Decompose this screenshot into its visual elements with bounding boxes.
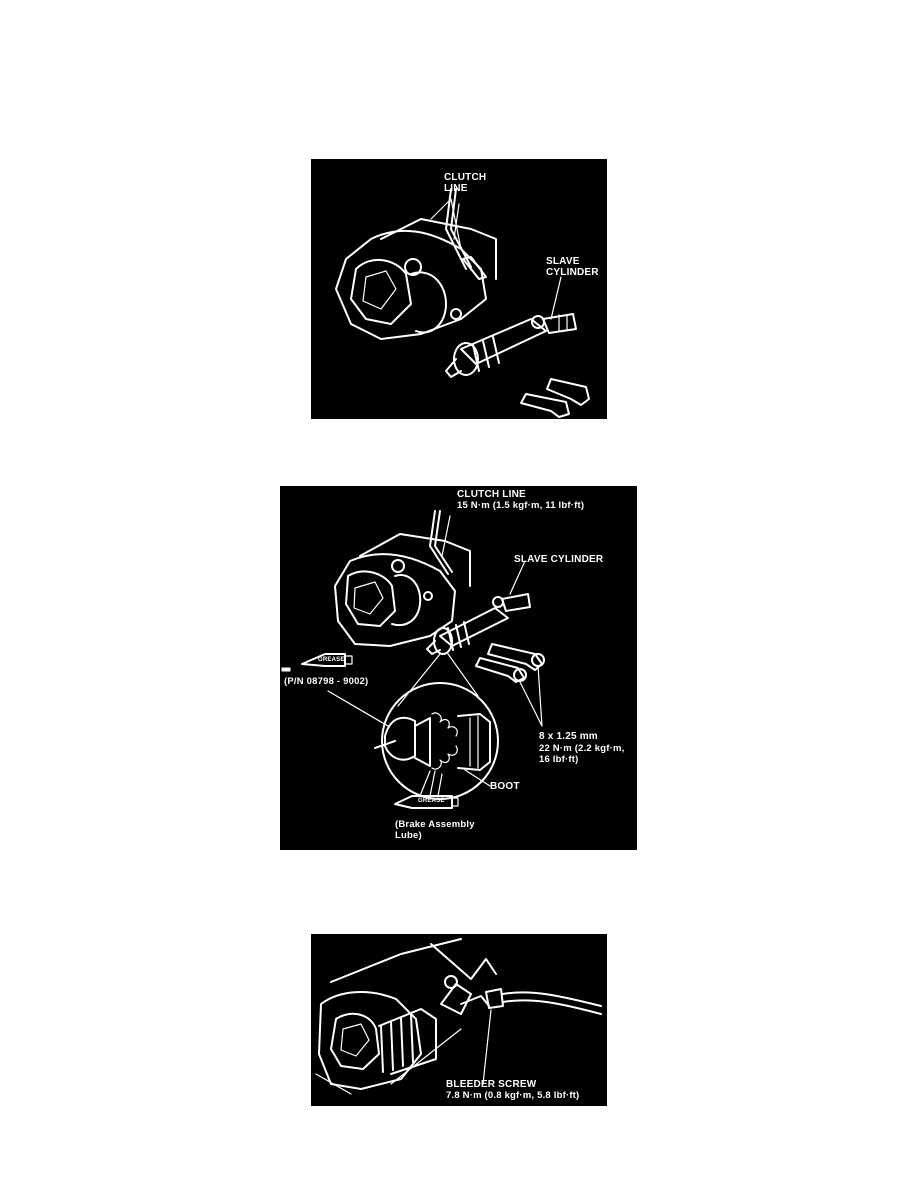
label-part-number: (P/N 08798 - 9002) — [284, 676, 369, 687]
label-boot: BOOT — [490, 781, 520, 792]
label-slave-cylinder-2: CYLINDER — [546, 267, 599, 278]
slave-cylinder-installation-illustration — [280, 486, 637, 850]
label-bolt-torque-1: 22 N·m (2.2 kgf·m, — [539, 743, 625, 754]
figure-slave-cylinder-installation — [280, 486, 637, 850]
figure-slave-cylinder-location — [311, 159, 607, 419]
label-brake-lube-1: (Brake Assembly — [395, 819, 475, 830]
label-bolt-size: 8 x 1.25 mm — [539, 731, 598, 742]
label-bleeder-torque: 7.8 N·m (0.8 kgf·m, 5.8 lbf·ft) — [446, 1090, 580, 1101]
label-slave-cylinder-1: SLAVE — [546, 256, 580, 267]
slave-cylinder-location-illustration — [311, 159, 607, 419]
label-clutch-line-1: CLUTCH — [444, 172, 487, 183]
label-bolt-torque-2: 16 lbf·ft) — [539, 754, 579, 765]
label-slave-cylinder: SLAVE CYLINDER — [514, 554, 604, 565]
grease-tube-icon: GREASE — [318, 657, 345, 663]
label-clutch-line-2: LINE — [444, 183, 468, 194]
label-brake-lube-2: Lube) — [395, 830, 422, 841]
label-bleeder-screw: BLEEDER SCREW — [446, 1079, 537, 1090]
label-clutch-line: CLUTCH LINE — [457, 489, 526, 500]
label-clutch-line-torque: 15 N·m (1.5 kgf·m, 11 lbf·ft) — [457, 500, 585, 511]
grease-tube-icon: GREASE — [418, 798, 445, 804]
figure-bleeder-screw — [311, 934, 607, 1106]
